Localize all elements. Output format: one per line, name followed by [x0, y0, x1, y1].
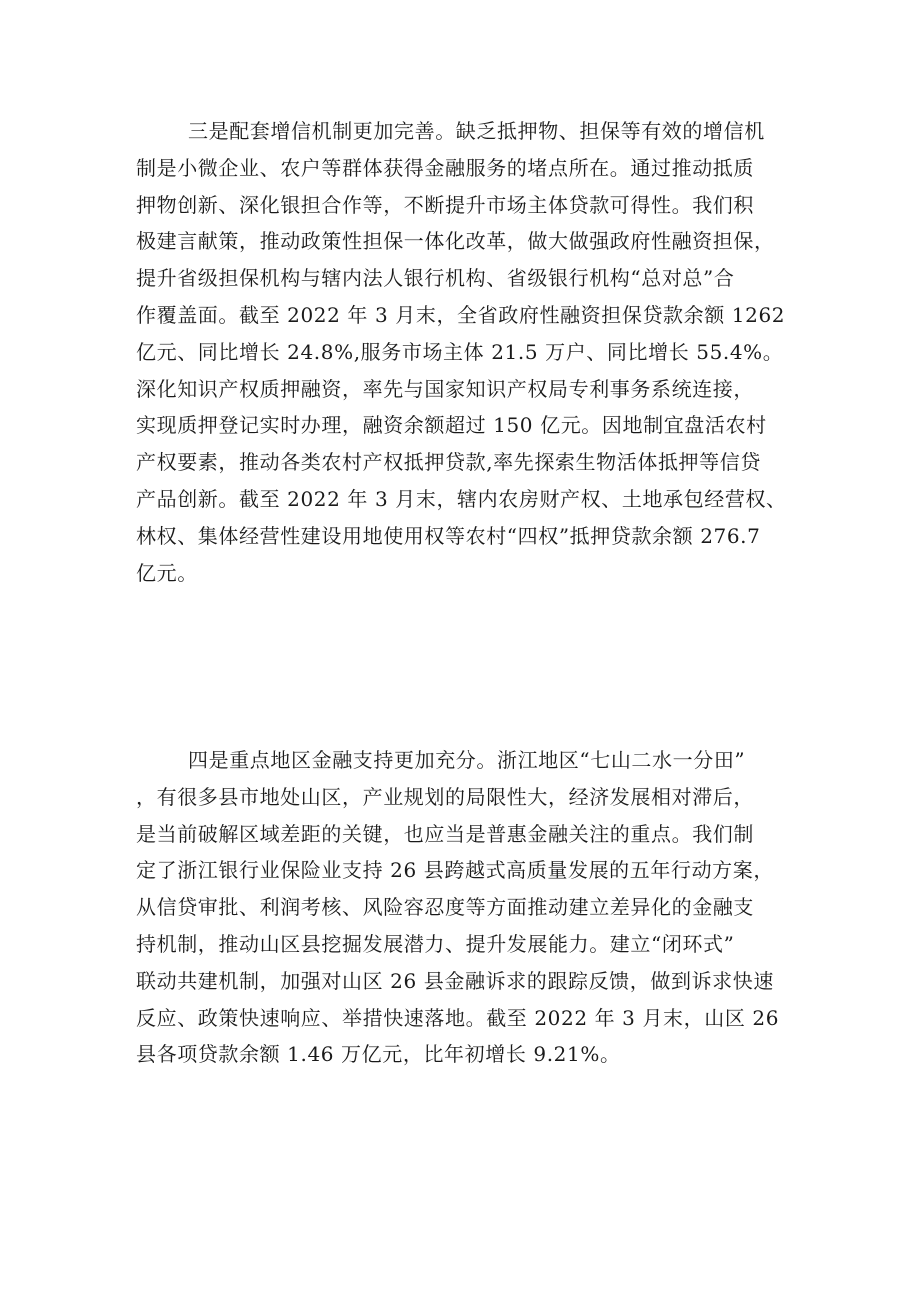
paragraph-line: 极建言献策，推动政策性担保一体化改革，做大做强政府性融资担保， [136, 229, 775, 254]
paragraph-line: 制是小微企业、农户等群体获得金融服务的堵点所在。通过推动抵质 [136, 155, 754, 180]
paragraph-line: 押物创新、深化银担合作等，不断提升市场主体贷款可得性。我们积 [136, 192, 754, 217]
paragraph-line: 四是重点地区金融支持更加充分。浙江地区“七山二水一分田” [188, 748, 746, 772]
paragraph-line: 林权、集体经营性建设用地使用权等农村“四权”抵押贷款余额 276.7 [136, 523, 761, 548]
paragraph-line: 作覆盖面。截至 2022 年 3 月末，全省政府性融资担保贷款余额 1262 [136, 303, 786, 327]
paragraph-line: 亿元、同比增长 24.8%,服务市场主体 21.5 万户、同比增长 55.4%。 [136, 339, 784, 364]
paragraph-line: 亿元。 [136, 560, 198, 585]
paragraph-line: 深化知识产权质押融资，率先与国家知识产权局专利事务系统连接， [136, 376, 754, 401]
paragraph-line: 联动共建机制，加强对山区 26 县金融诉求的跟踪反馈，做到诉求快速 [136, 968, 774, 993]
paragraph-line: 实现质押登记实时办理，融资余额超过 150 亿元。因地制宜盘活农村 [136, 413, 767, 438]
paragraph-line: 是当前破解区域差距的关键，也应当是普惠金融关注的重点。我们制 [136, 821, 754, 846]
paragraph-line: 反应、政策快速响应、举措快速落地。截至 2022 年 3 月末，山区 26 [136, 1005, 780, 1030]
paragraph-line: 县各项贷款余额 1.46 万亿元，比年初增长 9.21%。 [136, 1042, 621, 1067]
paragraph-line: ，有很多县市地处山区，产业规划的局限性大，经济发展相对滞后， [136, 784, 754, 809]
paragraph-line: 持机制，推动山区县挖掘发展潜力、提升发展能力。建立“闭环式” [136, 932, 735, 956]
paragraph-line: 产品创新。截至 2022 年 3 月末，辖内农房财产权、土地承包经营权、 [136, 487, 787, 511]
paragraph-line: 产权要素，推动各类农村产权抵押贷款,率先探索生物活体抵押等信贷 [136, 450, 761, 475]
paragraph-line: 提升省级担保机构与辖内法人银行机构、省级银行机构“总对总”合 [136, 266, 735, 291]
paragraph-line: 从信贷审批、利润考核、风险容忍度等方面推动建立差异化的金融支 [136, 895, 754, 920]
paragraph-line: 定了浙江银行业保险业支持 26 县跨越式高质量发展的五年行动方案， [136, 858, 774, 883]
paragraph-line: 三是配套增信机制更加完善。缺乏抵押物、担保等有效的增信机 [188, 119, 765, 143]
